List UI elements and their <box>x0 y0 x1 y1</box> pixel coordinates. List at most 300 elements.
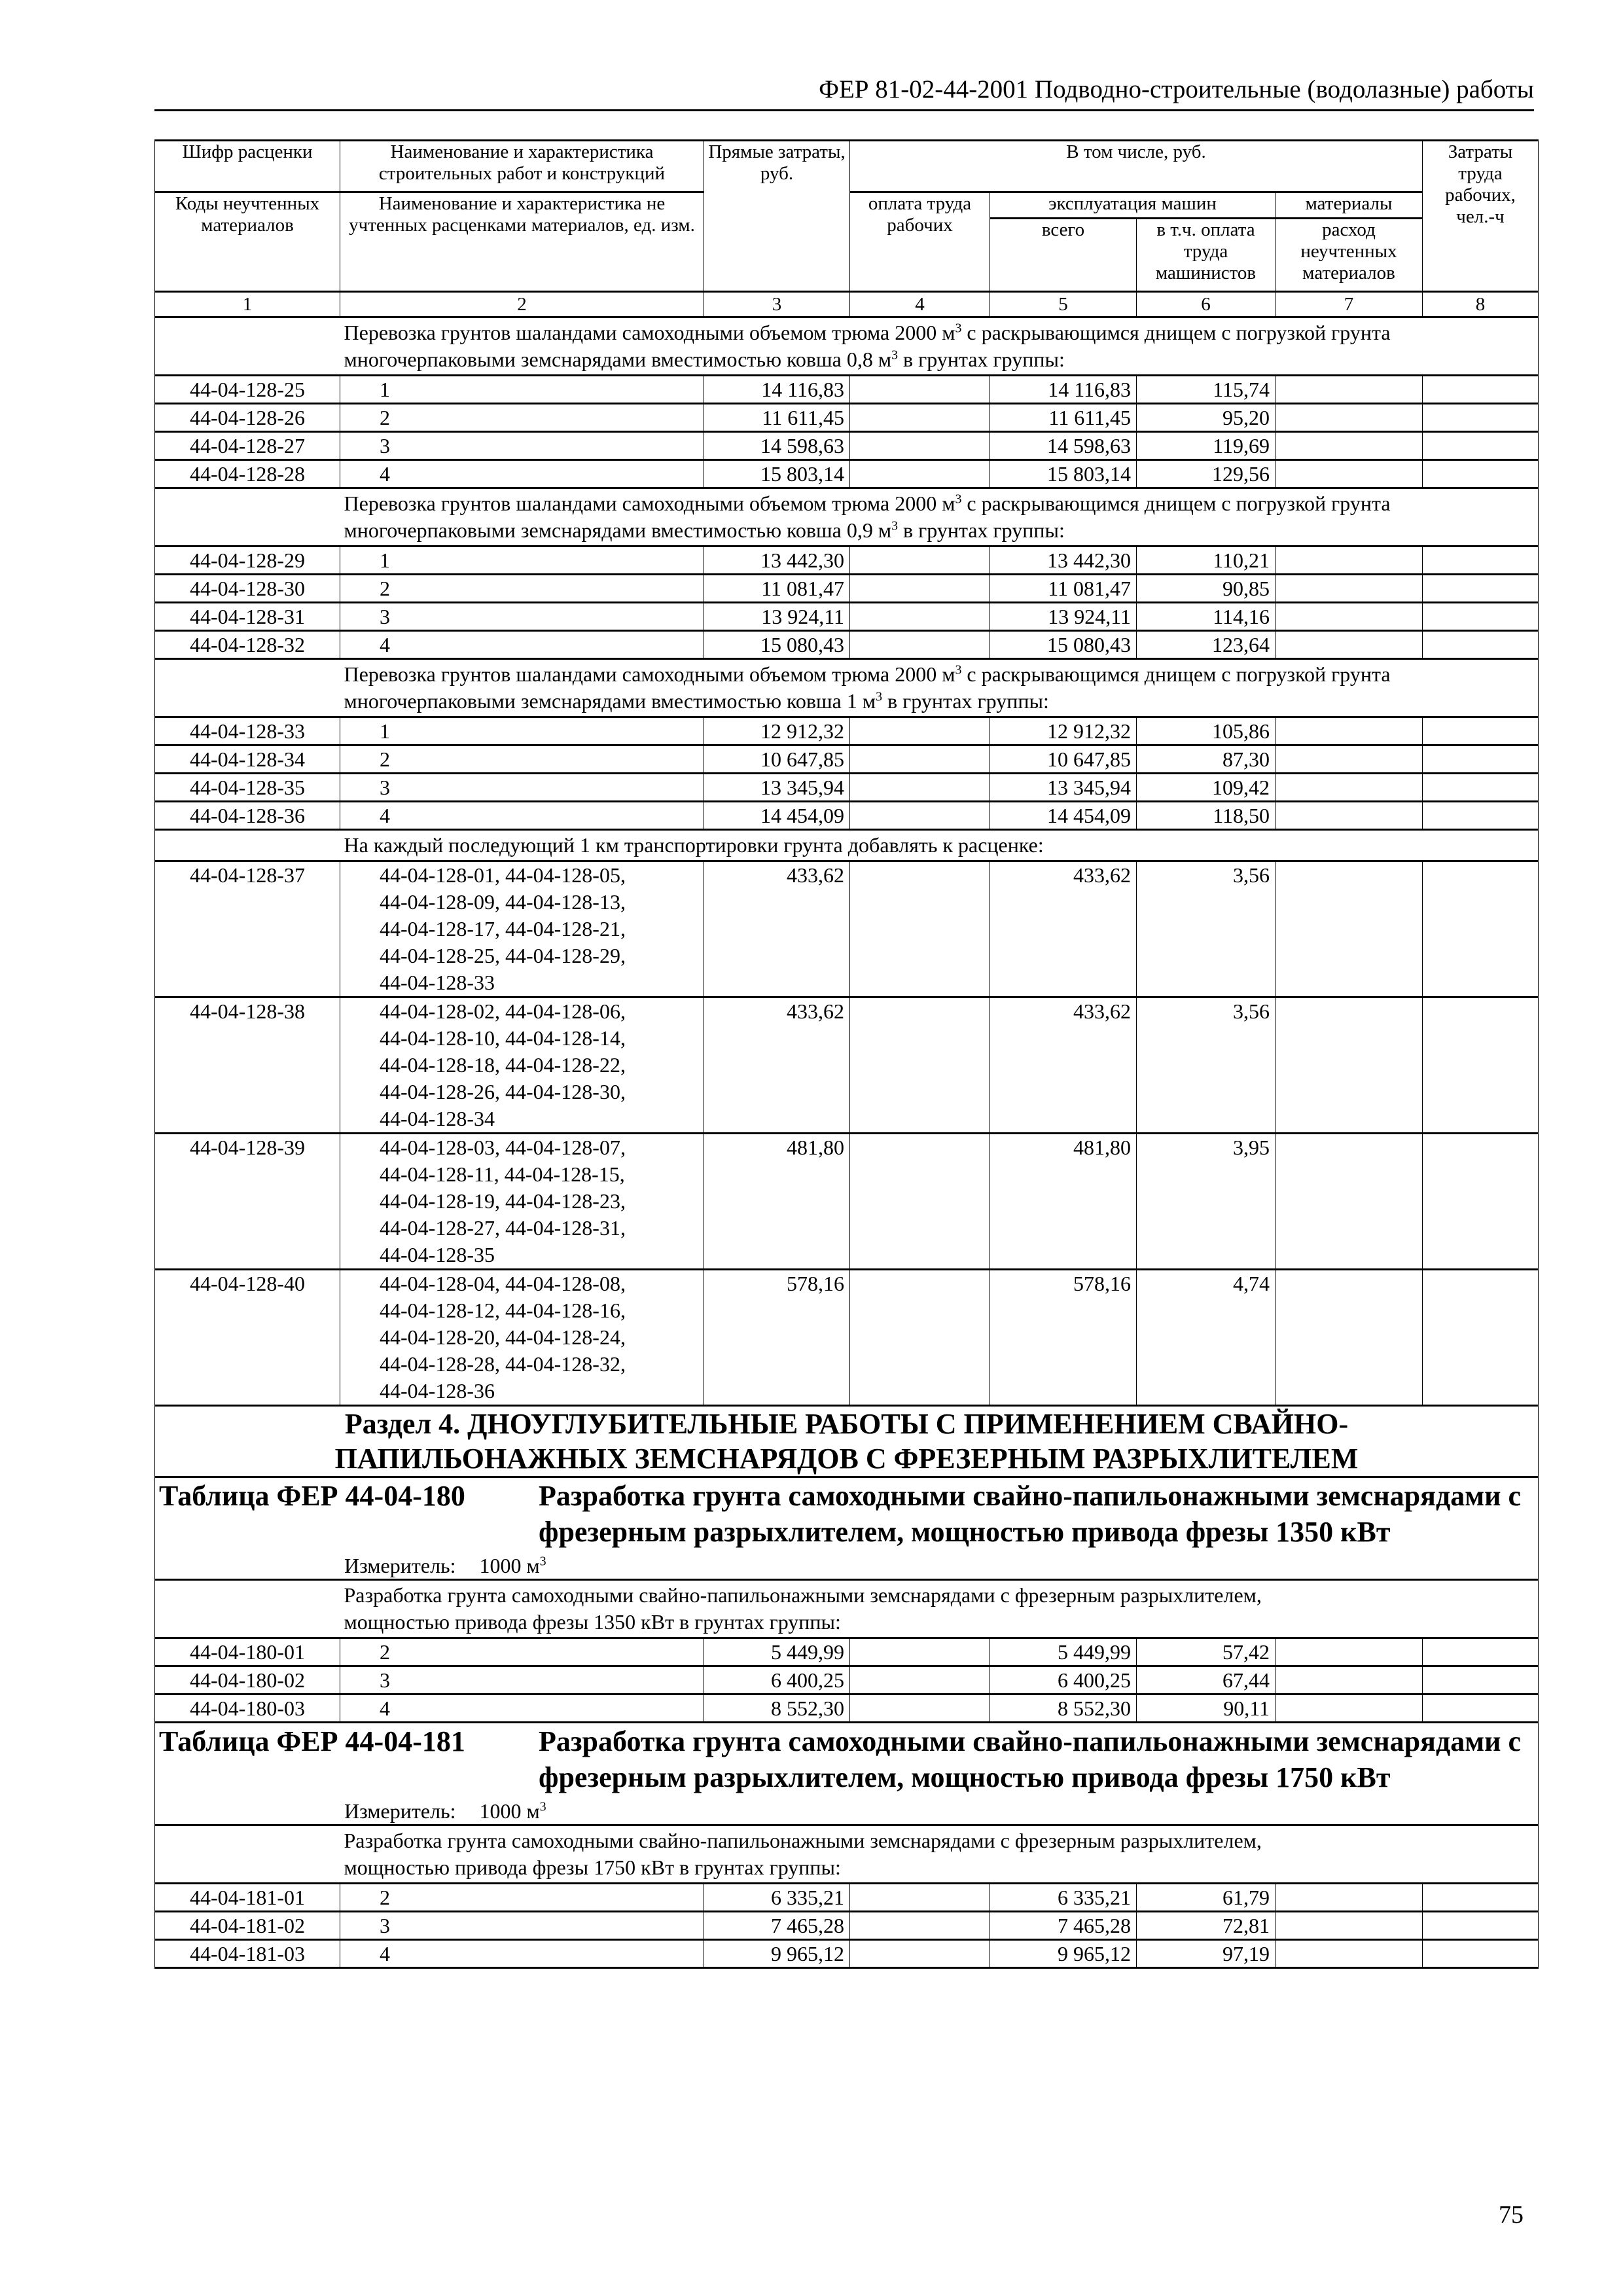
table-row <box>155 1912 1539 1940</box>
materials-consumption <box>1275 404 1423 432</box>
machines-total: 14 454,09 <box>990 802 1137 830</box>
direct-costs: 13 442,30 <box>704 547 850 575</box>
operators-pay: 123,64 <box>1137 631 1275 659</box>
applicable-rates-line: 44-04-128-33 <box>380 971 495 994</box>
table-row <box>155 802 1539 830</box>
rate-code: 44-04-128-40 <box>155 1270 340 1406</box>
superscript-3: 3 <box>891 518 899 533</box>
header-machines-total: всего <box>990 219 1137 292</box>
labor-pay <box>850 1912 990 1940</box>
machines-total: 6 335,21 <box>990 1884 1137 1912</box>
section-heading <box>155 1406 1539 1477</box>
machines-total: 433,62 <box>990 997 1137 1134</box>
soil-group: 1 <box>340 376 704 404</box>
soil-group: 4 <box>340 1940 704 1968</box>
group-caption-row <box>155 1825 1539 1884</box>
table-row <box>155 404 1539 432</box>
soil-group: 2 <box>340 575 704 603</box>
table-row <box>155 460 1539 488</box>
labor-pay <box>850 1638 990 1666</box>
direct-costs: 14 598,63 <box>704 432 850 460</box>
table-row <box>155 1666 1539 1695</box>
caption-spacer <box>155 659 340 717</box>
labor-pay <box>850 1134 990 1270</box>
header-machines: эксплуатация машин <box>990 192 1275 219</box>
rate-code: 44-04-128-39 <box>155 1134 340 1270</box>
soil-group: 2 <box>340 1638 704 1666</box>
table-row <box>155 575 1539 603</box>
table-row <box>155 717 1539 745</box>
group-caption-row <box>155 488 1539 547</box>
materials-consumption <box>1275 1912 1423 1940</box>
materials-consumption <box>1275 376 1423 404</box>
table-caption <box>155 1477 1539 1580</box>
soil-group: 2 <box>340 1884 704 1912</box>
machines-total: 11 081,47 <box>990 575 1137 603</box>
labor-hours <box>1423 603 1539 631</box>
operators-pay: 90,11 <box>1137 1695 1275 1723</box>
labor-hours <box>1423 1940 1539 1968</box>
operators-pay: 118,50 <box>1137 802 1275 830</box>
applicable-rates-line: 44-04-128-02, 44-04-128-06, <box>380 999 626 1023</box>
table-name: Разработка грунта самоходными свайно-папильонажными земснарядами с фрезерным разрыхлителем, мощностью привода фрезы 1350 кВт <box>539 1480 1522 1548</box>
caption-text: с раскрывающимся днищем с погрузкой грунта многочерпаковыми земснарядами вместимостью ковша 1 м <box>344 662 1391 713</box>
soil-group: 4 <box>340 631 704 659</box>
applicable-rates <box>340 1134 704 1270</box>
rate-code: 44-04-128-37 <box>155 861 340 997</box>
table-row <box>155 745 1539 774</box>
materials-consumption <box>1275 861 1423 997</box>
soil-group: 3 <box>340 432 704 460</box>
caption-text: На каждый последующий 1 км транспортировки грунта добавлять к расценке: <box>344 833 1044 857</box>
rate-code: 44-04-128-34 <box>155 745 340 774</box>
applicable-rates-line: 44-04-128-17, 44-04-128-21, <box>380 917 626 941</box>
table-caption-row <box>155 1723 1539 1825</box>
rate-code: 44-04-128-29 <box>155 547 340 575</box>
operators-pay: 115,74 <box>1137 376 1275 404</box>
table-title <box>159 1723 1534 1795</box>
materials-consumption <box>1275 997 1423 1134</box>
operators-pay: 4,74 <box>1137 1270 1275 1406</box>
rate-code: 44-04-128-33 <box>155 717 340 745</box>
applicable-rates-line: 44-04-128-03, 44-04-128-07, <box>380 1136 626 1159</box>
group-caption <box>340 1825 1539 1884</box>
table-title <box>159 1478 1534 1550</box>
materials-consumption <box>1275 575 1423 603</box>
direct-costs: 15 803,14 <box>704 460 850 488</box>
caption-text: в грунтах группы: <box>882 689 1049 713</box>
direct-costs: 14 116,83 <box>704 376 850 404</box>
applicable-rates <box>340 997 704 1134</box>
column-numbers-row <box>155 292 1539 317</box>
table-row <box>155 603 1539 631</box>
direct-costs: 8 552,30 <box>704 1695 850 1723</box>
operators-pay: 72,81 <box>1137 1912 1275 1940</box>
labor-pay <box>850 547 990 575</box>
applicable-rates-line: 44-04-128-11, 44-04-128-15, <box>380 1162 625 1186</box>
table-row <box>155 1638 1539 1666</box>
applicable-rates-line: 44-04-128-09, 44-04-128-13, <box>380 890 626 914</box>
caption-text: Перевозка грунтов шаландами самоходными объемом трюма 2000 м <box>344 492 955 515</box>
group-caption-row <box>155 830 1539 861</box>
applicable-rates-line: 44-04-128-10, 44-04-128-14, <box>380 1026 626 1050</box>
table-row-addon <box>155 861 1539 997</box>
caption-text: мощностью привода фрезы 1350 кВт в грунтах группы: <box>344 1610 841 1634</box>
operators-pay: 109,42 <box>1137 774 1275 802</box>
caption-text: Перевозка грунтов шаландами самоходными объемом трюма 2000 м <box>344 321 955 344</box>
labor-hours <box>1423 774 1539 802</box>
labor-hours <box>1423 1134 1539 1270</box>
labor-hours <box>1423 1884 1539 1912</box>
caption-spacer <box>155 1825 340 1884</box>
soil-group: 4 <box>340 802 704 830</box>
materials-consumption <box>1275 1638 1423 1666</box>
operators-pay: 105,86 <box>1137 717 1275 745</box>
materials-consumption <box>1275 1940 1423 1968</box>
rate-code: 44-04-181-02 <box>155 1912 340 1940</box>
group-caption <box>340 659 1539 717</box>
caption-text: в грунтах группы: <box>898 518 1065 542</box>
header-including: В том числе, руб. <box>850 141 1423 192</box>
soil-group: 3 <box>340 603 704 631</box>
applicable-rates-line: 44-04-128-27, 44-04-128-31, <box>380 1216 626 1240</box>
machines-total: 13 345,94 <box>990 774 1137 802</box>
materials-consumption <box>1275 1134 1423 1270</box>
section-heading-row <box>155 1406 1539 1477</box>
machines-total: 481,80 <box>990 1134 1137 1270</box>
caption-text: Перевозка грунтов шаландами самоходными объемом трюма 2000 м <box>344 662 955 686</box>
labor-pay <box>850 1695 990 1723</box>
column-number: 6 <box>1137 292 1275 317</box>
labor-pay <box>850 997 990 1134</box>
machines-total: 14 598,63 <box>990 432 1137 460</box>
labor-pay <box>850 603 990 631</box>
rates-table <box>154 139 1539 1969</box>
caption-text: Разработка грунта самоходными свайно-папильонажными земснарядами с фрезерным разрыхлителем, <box>344 1829 1262 1852</box>
direct-costs: 6 335,21 <box>704 1884 850 1912</box>
materials-consumption <box>1275 547 1423 575</box>
rate-code: 44-04-181-01 <box>155 1884 340 1912</box>
labor-pay <box>850 745 990 774</box>
caption-spacer <box>155 1580 340 1638</box>
machines-total: 433,62 <box>990 861 1137 997</box>
labor-hours <box>1423 547 1539 575</box>
labor-hours <box>1423 1666 1539 1695</box>
table-row <box>155 1940 1539 1968</box>
soil-group: 4 <box>340 460 704 488</box>
applicable-rates-line: 44-04-128-12, 44-04-128-16, <box>380 1299 626 1322</box>
operators-pay: 3,95 <box>1137 1134 1275 1270</box>
operators-pay: 3,56 <box>1137 997 1275 1134</box>
table-caption <box>155 1723 1539 1825</box>
measure-value: 1000 м <box>479 1799 540 1823</box>
labor-pay <box>850 460 990 488</box>
labor-hours <box>1423 717 1539 745</box>
column-number: 1 <box>155 292 340 317</box>
applicable-rates-line: 44-04-128-26, 44-04-128-30, <box>380 1080 626 1103</box>
superscript-3: 3 <box>955 321 962 336</box>
superscript-3: 3 <box>539 1799 546 1814</box>
table-row <box>155 774 1539 802</box>
soil-group: 1 <box>340 547 704 575</box>
page-number: 75 <box>1499 2201 1524 2229</box>
applicable-rates-line: 44-04-128-28, 44-04-128-32, <box>380 1352 626 1376</box>
direct-costs: 433,62 <box>704 997 850 1134</box>
operators-pay: 3,56 <box>1137 861 1275 997</box>
header-code: Шифр расценки <box>155 141 340 192</box>
labor-pay <box>850 717 990 745</box>
applicable-rates <box>340 861 704 997</box>
operators-pay: 90,85 <box>1137 575 1275 603</box>
labor-hours <box>1423 432 1539 460</box>
header-name: Наименование и характеристика строительных работ и конструкций <box>340 141 704 192</box>
table-row <box>155 1884 1539 1912</box>
machines-total: 578,16 <box>990 1270 1137 1406</box>
superscript-3: 3 <box>955 492 962 507</box>
operators-pay: 97,19 <box>1137 1940 1275 1968</box>
machines-total: 14 116,83 <box>990 376 1137 404</box>
column-number: 5 <box>990 292 1137 317</box>
section-heading-line: Раздел 4. ДНОУГЛУБИТЕЛЬНЫЕ РАБОТЫ С ПРИМЕНЕНИЕМ СВАЙНО- <box>344 1408 1349 1440</box>
materials-consumption <box>1275 774 1423 802</box>
operators-pay: 110,21 <box>1137 547 1275 575</box>
header-direct-costs: Прямые затраты, руб. <box>704 141 850 292</box>
direct-costs: 13 345,94 <box>704 774 850 802</box>
group-caption-row <box>155 659 1539 717</box>
direct-costs: 11 081,47 <box>704 575 850 603</box>
machines-total: 11 611,45 <box>990 404 1137 432</box>
caption-text: Разработка грунта самоходными свайно-папильонажными земснарядами с фрезерным разрыхлителем, <box>344 1583 1262 1607</box>
rate-code: 44-04-128-25 <box>155 376 340 404</box>
machines-total: 15 803,14 <box>990 460 1137 488</box>
direct-costs: 481,80 <box>704 1134 850 1270</box>
table-number: Таблица ФЕР 44-04-180 <box>159 1480 465 1512</box>
table-row <box>155 631 1539 659</box>
labor-pay <box>850 575 990 603</box>
column-number: 8 <box>1423 292 1539 317</box>
group-caption <box>340 1580 1539 1638</box>
labor-hours <box>1423 1695 1539 1723</box>
direct-costs: 9 965,12 <box>704 1940 850 1968</box>
machines-total: 15 080,43 <box>990 631 1137 659</box>
labor-pay <box>850 774 990 802</box>
applicable-rates-line: 44-04-128-34 <box>380 1107 495 1130</box>
machines-total: 8 552,30 <box>990 1695 1137 1723</box>
operators-pay: 61,79 <box>1137 1884 1275 1912</box>
materials-consumption <box>1275 802 1423 830</box>
operators-pay: 119,69 <box>1137 432 1275 460</box>
labor-hours <box>1423 404 1539 432</box>
materials-consumption <box>1275 432 1423 460</box>
operators-pay: 87,30 <box>1137 745 1275 774</box>
header-material-codes: Коды неучтенных материалов <box>155 192 340 292</box>
caption-text: с раскрывающимся днищем с погрузкой грунта многочерпаковыми земснарядами вместимостью ковша 0,8 м <box>344 321 1391 371</box>
soil-group: 2 <box>340 745 704 774</box>
soil-group: 3 <box>340 774 704 802</box>
rate-code: 44-04-128-31 <box>155 603 340 631</box>
direct-costs: 7 465,28 <box>704 1912 850 1940</box>
soil-group: 3 <box>340 1912 704 1940</box>
superscript-3: 3 <box>891 348 899 363</box>
machines-total: 7 465,28 <box>990 1912 1137 1940</box>
labor-pay <box>850 802 990 830</box>
group-caption <box>340 830 1539 861</box>
materials-consumption <box>1275 717 1423 745</box>
direct-costs: 578,16 <box>704 1270 850 1406</box>
materials-consumption <box>1275 1666 1423 1695</box>
rate-code: 44-04-128-35 <box>155 774 340 802</box>
rate-code: 44-04-181-03 <box>155 1940 340 1968</box>
materials-consumption <box>1275 631 1423 659</box>
table-row-addon <box>155 1134 1539 1270</box>
direct-costs: 5 449,99 <box>704 1638 850 1666</box>
rate-code: 44-04-128-38 <box>155 997 340 1134</box>
applicable-rates-line: 44-04-128-20, 44-04-128-24, <box>380 1325 626 1349</box>
labor-pay <box>850 1884 990 1912</box>
caption-text: в грунтах группы: <box>898 348 1065 371</box>
machines-total: 13 442,30 <box>990 547 1137 575</box>
table-name: Разработка грунта самоходными свайно-папильонажными земснарядами с фрезерным разрыхлителем, мощностью привода фрезы 1750 кВт <box>539 1725 1522 1793</box>
applicable-rates-line: 44-04-128-01, 44-04-128-05, <box>380 863 626 887</box>
superscript-3: 3 <box>539 1554 546 1569</box>
table-row-addon <box>155 997 1539 1134</box>
direct-costs: 14 454,09 <box>704 802 850 830</box>
machines-total: 6 400,25 <box>990 1666 1137 1695</box>
machines-total: 10 647,85 <box>990 745 1137 774</box>
column-number: 4 <box>850 292 990 317</box>
header-materials: материалы <box>1275 192 1423 219</box>
labor-pay <box>850 1666 990 1695</box>
labor-hours <box>1423 745 1539 774</box>
header-material-names: Наименование и характеристика не учтенных расценками материалов, ед. изм. <box>340 192 704 292</box>
direct-costs: 6 400,25 <box>704 1666 850 1695</box>
materials-consumption <box>1275 1270 1423 1406</box>
rate-code: 44-04-180-01 <box>155 1638 340 1666</box>
operators-pay: 67,44 <box>1137 1666 1275 1695</box>
rate-code: 44-04-180-03 <box>155 1695 340 1723</box>
applicable-rates-line: 44-04-128-04, 44-04-128-08, <box>380 1272 626 1295</box>
labor-hours <box>1423 1638 1539 1666</box>
rate-code: 44-04-128-32 <box>155 631 340 659</box>
soil-group: 3 <box>340 1666 704 1695</box>
caption-spacer <box>155 317 340 376</box>
labor-pay <box>850 404 990 432</box>
table-row-addon <box>155 1270 1539 1406</box>
labor-pay <box>850 631 990 659</box>
table-row <box>155 376 1539 404</box>
labor-pay <box>850 1270 990 1406</box>
applicable-rates-line: 44-04-128-19, 44-04-128-23, <box>380 1189 626 1213</box>
labor-hours <box>1423 376 1539 404</box>
direct-costs: 433,62 <box>704 861 850 997</box>
soil-group: 1 <box>340 717 704 745</box>
labor-hours <box>1423 802 1539 830</box>
labor-hours <box>1423 861 1539 997</box>
group-caption <box>340 488 1539 547</box>
labor-hours <box>1423 1270 1539 1406</box>
rate-code: 44-04-180-02 <box>155 1666 340 1695</box>
machines-total: 12 912,32 <box>990 717 1137 745</box>
column-number: 2 <box>340 292 704 317</box>
materials-consumption <box>1275 1695 1423 1723</box>
rate-code: 44-04-128-30 <box>155 575 340 603</box>
measure-label: Измеритель: <box>344 1799 456 1823</box>
measure-value: 1000 м <box>479 1554 540 1577</box>
measure-label: Измеритель: <box>344 1554 456 1577</box>
labor-pay <box>850 861 990 997</box>
header-labor-pay: оплата труда рабочих <box>850 192 990 292</box>
soil-group: 4 <box>340 1695 704 1723</box>
applicable-rates <box>340 1270 704 1406</box>
group-caption <box>340 317 1539 376</box>
direct-costs: 11 611,45 <box>704 404 850 432</box>
rate-code: 44-04-128-36 <box>155 802 340 830</box>
materials-consumption <box>1275 603 1423 631</box>
operators-pay: 57,42 <box>1137 1638 1275 1666</box>
labor-pay <box>850 376 990 404</box>
superscript-3: 3 <box>876 689 883 704</box>
materials-consumption <box>1275 1884 1423 1912</box>
running-header: ФЕР 81-02-44-2001 Подводно-строительные (водолазные) работы <box>154 73 1534 111</box>
table-caption-row <box>155 1477 1539 1580</box>
table-row <box>155 432 1539 460</box>
labor-hours <box>1423 460 1539 488</box>
superscript-3: 3 <box>955 662 962 677</box>
machines-total: 13 924,11 <box>990 603 1137 631</box>
direct-costs: 12 912,32 <box>704 717 850 745</box>
applicable-rates-line: 44-04-128-36 <box>380 1379 495 1403</box>
header-materials-consumption: расход неучтенных материалов <box>1275 219 1423 292</box>
caption-text: мощностью привода фрезы 1750 кВт в грунтах группы: <box>344 1856 841 1879</box>
applicable-rates-line: 44-04-128-25, 44-04-128-29, <box>380 944 626 967</box>
column-number: 3 <box>704 292 850 317</box>
soil-group: 2 <box>340 404 704 432</box>
group-caption-row <box>155 1580 1539 1638</box>
rate-code: 44-04-128-27 <box>155 432 340 460</box>
caption-text: с раскрывающимся днищем с погрузкой грунта многочерпаковыми земснарядами вместимостью ковша 0,9 м <box>344 492 1391 542</box>
measure <box>159 1552 1534 1579</box>
labor-hours <box>1423 575 1539 603</box>
measure <box>159 1798 1534 1824</box>
operators-pay: 95,20 <box>1137 404 1275 432</box>
direct-costs: 10 647,85 <box>704 745 850 774</box>
labor-hours <box>1423 1912 1539 1940</box>
machines-total: 5 449,99 <box>990 1638 1137 1666</box>
caption-spacer <box>155 488 340 547</box>
machines-total: 9 965,12 <box>990 1940 1137 1968</box>
group-caption-row <box>155 317 1539 376</box>
header-operators-pay: в т.ч. оплата труда машинистов <box>1137 219 1275 292</box>
labor-pay <box>850 1940 990 1968</box>
rate-code: 44-04-128-26 <box>155 404 340 432</box>
table-number: Таблица ФЕР 44-04-181 <box>159 1725 465 1757</box>
applicable-rates-line: 44-04-128-35 <box>380 1243 495 1266</box>
caption-spacer <box>155 830 340 861</box>
direct-costs: 15 080,43 <box>704 631 850 659</box>
operators-pay: 114,16 <box>1137 603 1275 631</box>
applicable-rates-line: 44-04-128-18, 44-04-128-22, <box>380 1053 626 1077</box>
labor-pay <box>850 432 990 460</box>
table-row <box>155 1695 1539 1723</box>
table-row <box>155 547 1539 575</box>
labor-hours <box>1423 997 1539 1134</box>
materials-consumption <box>1275 745 1423 774</box>
labor-hours <box>1423 631 1539 659</box>
rate-code: 44-04-128-28 <box>155 460 340 488</box>
column-number: 7 <box>1275 292 1423 317</box>
direct-costs: 13 924,11 <box>704 603 850 631</box>
header-labor-hours: Затраты труда рабочих, чел.-ч <box>1423 141 1539 292</box>
